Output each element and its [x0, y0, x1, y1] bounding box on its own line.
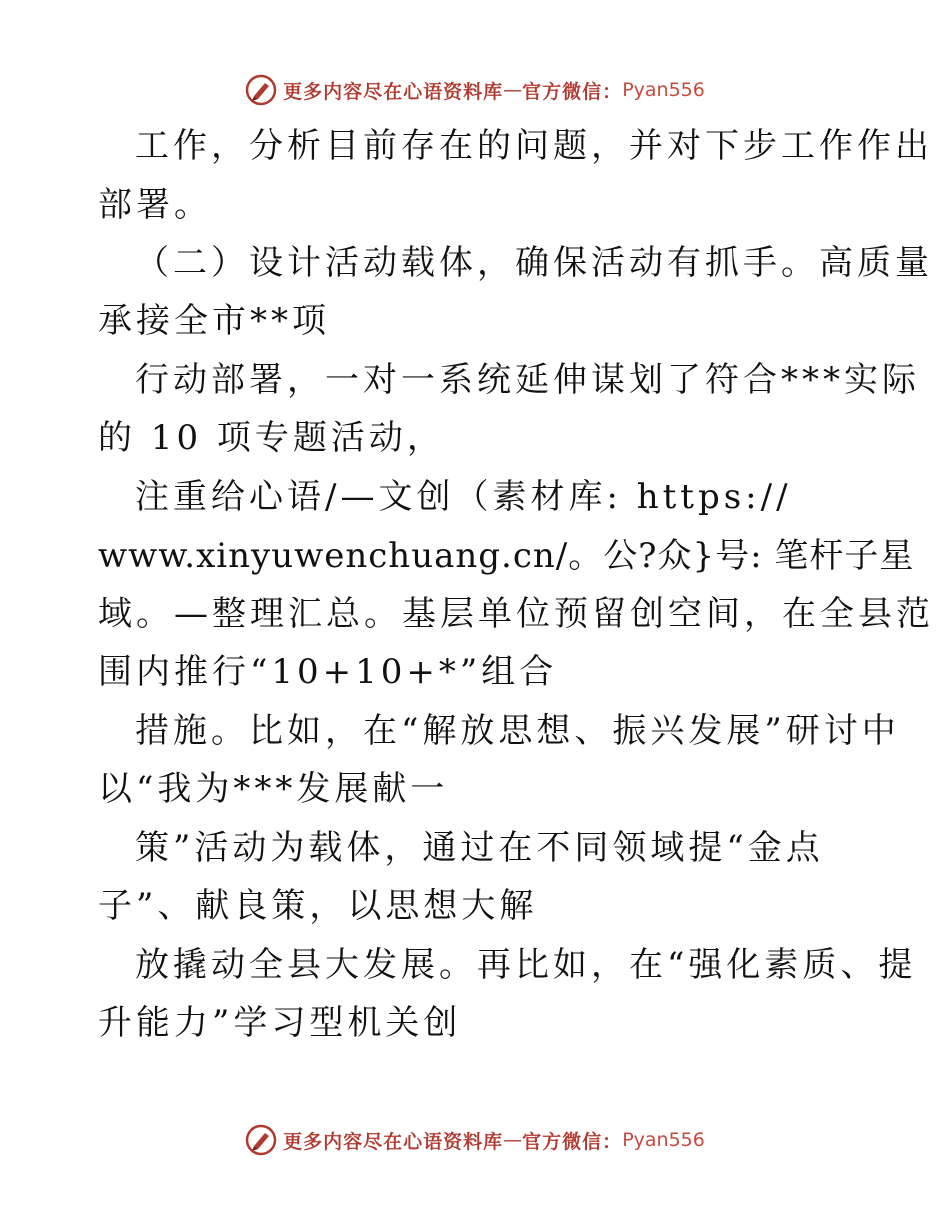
header-banner — [0, 70, 950, 110]
body-line: 行动部署，一对一系统延伸谋划了符合***实际 — [135, 360, 920, 400]
pen-logo-icon — [245, 1124, 277, 1156]
pen-logo-icon — [245, 74, 277, 106]
body-line: 注重给心语/—文创（素材库: https:// — [135, 477, 792, 517]
header-banner-text: 更多内容尽在心语资料库 — [283, 80, 504, 103]
body-line: 工作，分析目前存在的问题，并对下步工作作出 — [135, 126, 933, 166]
header-wechat-id: Pyan556 — [622, 79, 705, 101]
body-line: 围内推行“10+10+*”组合 — [98, 652, 558, 692]
body-line: （二）设计活动载体，确保活动有抓手。高质量 — [135, 243, 933, 283]
body-line: 承接全市**项 — [98, 301, 330, 341]
body-line: 放撬动全县大发展。再比如，在“强化素质、提 — [135, 945, 917, 985]
footer-separator: — — [503, 1129, 523, 1151]
body-line: 部署。 — [98, 185, 212, 225]
body-line: 策”活动为载体，通过在不同领域提“金点 — [135, 828, 824, 868]
body-line: 措施。比如，在“解放思想、振兴发展”研讨中 — [135, 711, 900, 751]
body-line: 升能力”学习型机关创 — [98, 1003, 462, 1043]
header-separator: — — [503, 79, 523, 101]
body-line: 子”、献良策，以思想大解 — [98, 886, 538, 926]
body-line-url: www.xinyuwenchuang.cn/。公?众}号: 笔杆子星 — [98, 536, 915, 576]
body-line: 域。—整理汇总。基层单位预留创空间，在全县范 — [98, 594, 934, 634]
header-wechat-label: 官方微信： — [522, 80, 623, 103]
footer-wechat-id: Pyan556 — [622, 1129, 705, 1151]
body-line: 的 10 项专题活动， — [98, 418, 445, 458]
footer-banner-text: 更多内容尽在心语资料库 — [283, 1130, 504, 1153]
footer-wechat-label: 官方微信： — [522, 1130, 623, 1153]
footer-banner — [0, 1120, 950, 1160]
body-line: 以“我为***发展献一 — [98, 769, 449, 809]
